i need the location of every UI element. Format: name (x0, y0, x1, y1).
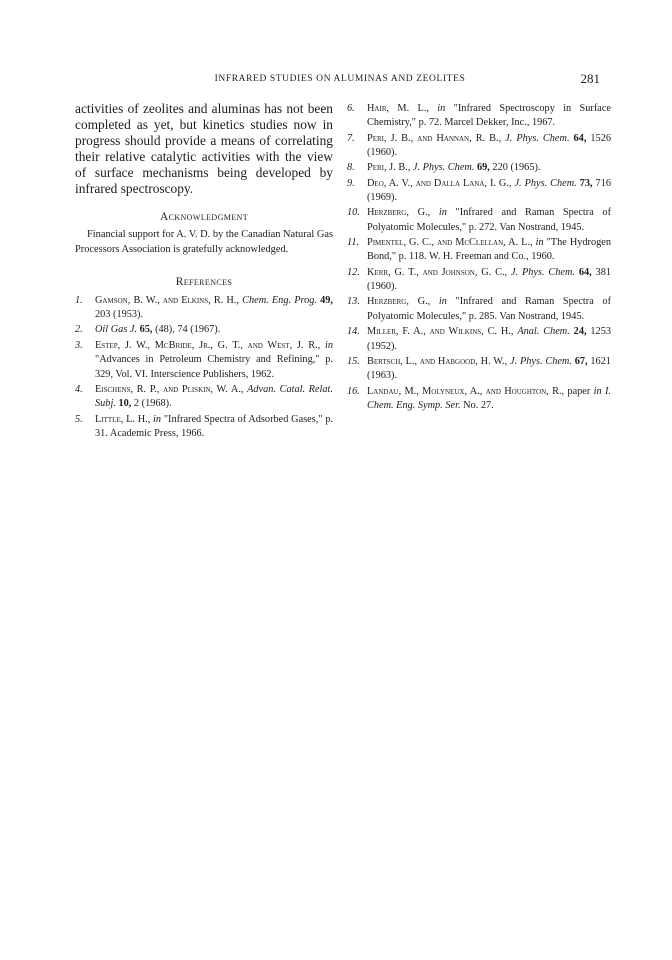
citation-text: "Infrared and Raman Spectra of Polyatomic Molecules," p. 272. Van Nostrand, 1945. (367, 207, 612, 233)
journal-name: J. Phys. Chem. (412, 162, 475, 174)
journal-name: J. Phys. Chem. (510, 355, 572, 367)
citation-text: 1253 (1952). (367, 326, 611, 352)
citation-text: 1526 (1960). (367, 132, 612, 159)
author-initials: , G., (406, 296, 439, 308)
author-name: Gamson (95, 294, 128, 306)
author-initials: , F. A., (395, 326, 430, 338)
citation-text: "Infrared and Raman Spectra of Polyatomic Molecules," p. 285. Van Nostrand, 1945. (367, 296, 612, 322)
reference-number: 6. (347, 103, 355, 114)
left-column (75, 101, 333, 443)
author-initials: , I. G., (484, 177, 515, 189)
volume-number: 69, (474, 162, 490, 174)
reference-list-right (347, 102, 611, 413)
author-name: Little (95, 413, 121, 425)
citation-italic: in (437, 103, 446, 114)
reference-item (347, 236, 611, 265)
author-initials: , L., (400, 355, 420, 367)
reference-item (75, 339, 333, 382)
reference-number: 2. (75, 324, 83, 336)
author-name: Herzberg (367, 207, 407, 219)
citation-text: (48), 74 (1967). (152, 324, 221, 336)
author-name: and Johnson (422, 266, 475, 278)
acknowledgment-text: Financial support for A. V. D. by the Canadian Natural Gas Processors Association is gratefully acknowledged. (75, 229, 333, 256)
references-heading: References (175, 275, 233, 288)
reference-item (347, 385, 611, 414)
reference-item (347, 132, 611, 161)
citation-text: 1621 (1963). (367, 355, 612, 382)
reference-number: 1. (75, 294, 83, 306)
author-name: and Pliskin (163, 384, 211, 396)
citation-text: "Infrared Spectroscopy in Surface Chemistry," p. 72. Marcel Dekker, Inc., 1967. (367, 103, 611, 129)
reference-item (75, 383, 333, 412)
citation-text: 220 (1965). (489, 162, 541, 174)
volume-number: 65, (137, 324, 153, 336)
author-name: Landau (367, 385, 399, 397)
author-initials: , J. R., (289, 339, 325, 351)
journal-name: J. Phys. Chem. (510, 266, 575, 278)
citation-text: 716 (1969). (367, 177, 612, 204)
reference-item (75, 323, 333, 337)
author-name: Hair (367, 103, 387, 114)
author-name: Kerr (367, 266, 389, 278)
reference-item (347, 177, 611, 206)
volume-number: 24, (569, 326, 587, 338)
reference-number: 11. (347, 237, 360, 249)
journal-name: Chem. Eng. Prog. (242, 294, 317, 306)
journal-name: J. Phys. Chem. (514, 177, 577, 189)
author-initials: , M., (398, 385, 423, 397)
reference-number: 7. (347, 132, 355, 144)
reference-item (347, 161, 611, 175)
reference-item (347, 325, 611, 354)
author-name: Molyneux (422, 385, 465, 397)
citation-text: "The Hydrogen Bond," p. 118. W. H. Freeman and Co., 1960. (367, 237, 611, 263)
author-name: Pimentel (367, 237, 404, 249)
reference-number: 14. (347, 326, 360, 338)
author-name: and Habgood (419, 355, 476, 367)
author-initials: , G. C., (403, 237, 438, 249)
journal-name: Oil Gas J. (95, 324, 138, 336)
author-name: and Hannan (417, 132, 470, 144)
reference-number: 5. (75, 413, 83, 425)
citation-text: No. 27. (460, 399, 494, 411)
author-initials: , R. B., (469, 132, 506, 144)
author-initials: , M. L., (386, 103, 438, 114)
author-name: Eischens (95, 384, 131, 396)
reference-number: 15. (347, 355, 360, 367)
author-initials: , J. B., (384, 132, 418, 144)
author-name: Peri (367, 132, 385, 144)
author-name: Herzberg (367, 296, 407, 308)
volume-number: 10, (115, 398, 132, 410)
author-initials: , H. W., (475, 355, 510, 367)
author-name: Bertsch (367, 355, 401, 367)
author-initials: , G. T., (388, 266, 423, 278)
reference-number: 12. (347, 266, 360, 278)
author-initials: , W. A., (210, 384, 248, 396)
journal-name: Advan. Catal. Relat. Subj. (95, 384, 333, 410)
reference-number: 10. (347, 207, 360, 219)
reference-item (347, 206, 611, 235)
author-name: and Dalla Lana (415, 177, 485, 189)
acknowledgment-heading: Acknowledgment (159, 211, 249, 224)
author-initials: , A. V., (383, 177, 416, 189)
author-name: Estep (95, 339, 118, 351)
volume-number: 64, (574, 266, 592, 278)
author-initials: , G. C., (474, 266, 511, 278)
citation-italic: in (535, 237, 544, 249)
author-initials: , A., (464, 385, 486, 397)
author-initials: , R. P., (130, 384, 164, 396)
citation-text: 2 (1968). (131, 398, 172, 410)
author-initials: , J. B., (384, 162, 413, 174)
reference-number: 8. (347, 162, 355, 174)
running-title: INFRARED STUDIES ON ALUMINAS AND ZEOLITES (214, 74, 466, 84)
volume-number: 67, (571, 355, 588, 367)
right-column (347, 102, 611, 414)
author-initials: , G., (406, 207, 439, 219)
reference-number: 9. (347, 177, 355, 189)
reference-item (75, 413, 333, 442)
reference-item (75, 294, 333, 323)
volume-number: 49, (316, 294, 333, 306)
reference-item (347, 295, 611, 324)
citation-italic: in (324, 339, 333, 351)
author-initials: , R., paper (546, 385, 594, 397)
reference-item (347, 102, 611, 131)
journal-name: J. Phys. Chem. (505, 132, 570, 144)
author-name: Miller (367, 326, 396, 338)
citation-italic: in (438, 296, 447, 308)
reference-list-left (75, 294, 333, 442)
citation-italic: in I. Chem. Eng. Symp. Ser. (367, 385, 611, 411)
reference-number: 3. (75, 339, 83, 351)
body-paragraph: activities of zeolites and aluminas has not been completed as yet, but kinetics studies now in progress should provide a means of correlating their relative catalytic activities with the view of surface mechanisms being developed by infrared spectroscopy. (75, 101, 333, 196)
reference-item (347, 266, 611, 295)
author-initials: , G. T., (210, 339, 248, 351)
author-name: and West (247, 339, 290, 351)
author-initials: , R. H., (208, 294, 243, 306)
citation-text: 203 (1953). (95, 309, 144, 321)
author-name: and McClellan (437, 237, 504, 249)
reference-item (347, 355, 611, 384)
citation-text: "Infrared Spectra of Adsorbed Gases," p. 31. Academic Press, 1966. (95, 413, 333, 440)
author-initials: , B. W., (127, 294, 163, 306)
citation-italic: in (438, 207, 447, 219)
author-name: Deo (367, 177, 384, 189)
author-name: and Wilkins (429, 326, 482, 338)
page-number: 281 (580, 71, 600, 86)
volume-number: 64, (569, 132, 587, 144)
author-initials: , A. L., (503, 237, 536, 249)
author-name: McBride, Jr. (154, 339, 211, 351)
author-initials: , C. H., (481, 326, 518, 338)
citation-italic: in (153, 413, 162, 425)
volume-number: 73, (576, 177, 593, 189)
author-name: and Houghton (485, 385, 547, 397)
author-name: Peri (367, 162, 385, 174)
reference-number: 4. (75, 384, 83, 396)
citation-text: "Advances in Petroleum Chemistry and Refining," p. 329, Vol. VI. Interscience Publishers, 1962. (95, 354, 333, 380)
author-initials: , L. H., (120, 413, 154, 425)
running-head (80, 71, 600, 89)
citation-text: 381 (1960). (367, 266, 611, 293)
author-initials: , J. W., (117, 339, 155, 351)
journal-name: Anal. Chem. (517, 326, 570, 338)
reference-number: 16. (347, 385, 360, 397)
author-name: and Elkins (162, 294, 209, 306)
reference-number: 13. (347, 296, 360, 308)
